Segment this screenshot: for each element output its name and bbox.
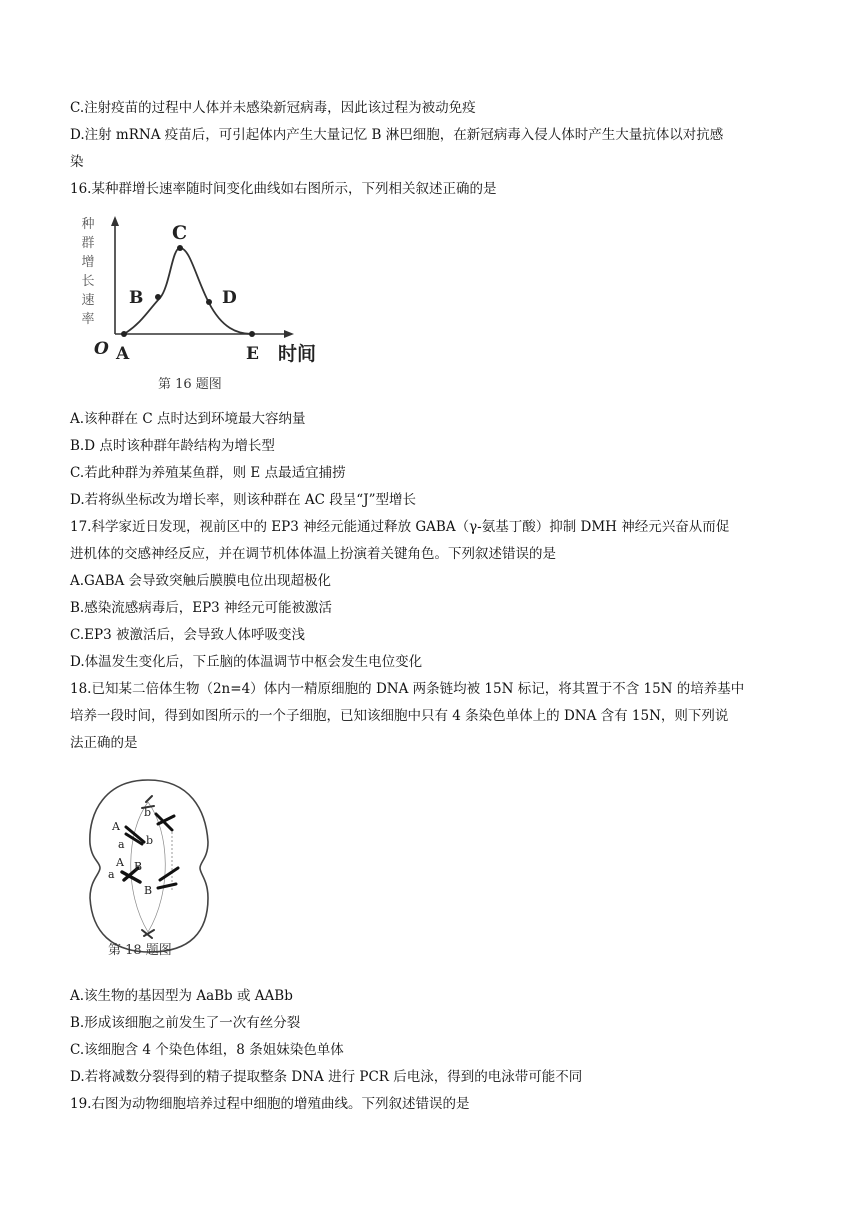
q18-stem-line2: 培养一段时间，得到如图所示的一个子细胞，已知该细胞中只有 4 条染色单体上的 DNA 含有 15N，则下列说 <box>70 708 729 724</box>
q16-option-d: D.若将纵坐标改为增长率，则该种群在 AC 段呈“J”型增长 <box>70 492 417 508</box>
centriole-bottom <box>142 930 154 938</box>
gene-label-1: A <box>112 820 120 833</box>
point-d <box>206 299 212 305</box>
q16-figure <box>72 208 342 398</box>
q17-option-c: C.EP3 被激活后，会导致人体呼吸变浅 <box>70 627 305 643</box>
origin-label: O <box>94 339 109 359</box>
gene-label-6: b <box>144 806 152 819</box>
q19-stem: 19.右图为动物细胞培养过程中细胞的增殖曲线。下列叙述错误的是 <box>70 1096 470 1112</box>
point-a <box>121 331 127 337</box>
q17-option-a: A.GABA 会导致突触后膜膜电位出现超极化 <box>70 573 332 589</box>
label-a: A <box>116 344 130 364</box>
gene-label-3: A <box>116 856 124 869</box>
q17-option-b: B.感染流感病毒后，EP3 神经元可能被激活 <box>70 600 333 616</box>
ylabel-char-1: 种 <box>81 217 95 232</box>
q17-stem-line2: 进机体的交感神经反应，并在调节机体体温上扮演着关键角色。下列叙述错误的是 <box>70 546 556 562</box>
gene-label-5: B <box>134 860 143 873</box>
q18-figure-caption: 第 18 题图 <box>108 943 172 958</box>
chromosome-2 <box>156 814 174 830</box>
gene-label-2: a <box>118 838 125 851</box>
q18-stem-line3: 法正确的是 <box>70 735 138 751</box>
q16-option-c: C.若此种群为养殖某鱼群，则 E 点最适宜捕捞 <box>70 465 346 481</box>
q15-option-d-line2: 染 <box>70 154 84 170</box>
label-d: D <box>222 288 237 308</box>
q18-option-c: C.该细胞含 4 个染色体组，8 条姐妹染色单体 <box>70 1042 344 1058</box>
gene-label-7: B <box>144 884 153 897</box>
ylabel-char-4: 长 <box>81 274 95 289</box>
ylabel-char-5: 速 <box>81 293 95 308</box>
point-b <box>155 294 161 300</box>
q16-stem: 16.某种群增长速率随时间变化曲线如右图所示，下列相关叙述正确的是 <box>70 181 497 197</box>
growth-rate-curve-chart <box>72 208 342 398</box>
q18-figure <box>86 772 236 972</box>
q16-option-a: A.该种群在 C 点时达到环境最大容纳量 <box>70 411 306 427</box>
ylabel-char-2: 群 <box>81 236 95 251</box>
chromosome-4 <box>158 868 178 888</box>
x-axis-label: 时间 <box>278 343 317 365</box>
q18-stem-line1: 18.已知某二倍体生物（2n=4）体内一精原细胞的 DNA 两条链均被 15N 标记，将其置于不含 15N 的培养基中 <box>70 681 745 697</box>
q18-option-a: A.该生物的基因型为 AaBb 或 AABb <box>70 988 293 1004</box>
q15-option-c: C.注射疫苗的过程中人体并未感染新冠病毒，因此该过程为被动免疫 <box>70 100 476 116</box>
y-axis-arrow <box>111 216 119 226</box>
ylabel-char-3: 增 <box>81 255 95 270</box>
x-axis-arrow <box>284 330 294 338</box>
q16-option-b: B.D 点时该种群年龄结构为增长型 <box>70 438 275 454</box>
q17-option-d: D.体温发生变化后，下丘脑的体温调节中枢会发生电位变化 <box>70 654 423 670</box>
q16-figure-caption: 第 16 题图 <box>158 377 222 392</box>
ylabel-char-6: 率 <box>81 312 95 327</box>
label-c: C <box>172 222 188 244</box>
label-b: B <box>129 288 144 308</box>
gene-label-8: b <box>146 834 154 847</box>
q18-option-b: B.形成该细胞之前发生了一次有丝分裂 <box>70 1015 301 1031</box>
q15-option-d-line1: D.注射 mRNA 疫苗后，可引起体内产生大量记忆 B 淋巴细胞，在新冠病毒入侵人体时产生大量抗体以对抗感 <box>70 127 724 143</box>
label-e: E <box>246 344 259 364</box>
q17-stem-line1: 17.科学家近日发现，视前区中的 EP3 神经元能通过释放 GABA（γ-氨基丁酸）抑制 DMH 神经元兴奋从而促 <box>70 519 730 535</box>
point-c <box>177 245 183 251</box>
q18-option-d: D.若将减数分裂得到的精子提取整条 DNA 进行 PCR 后电泳，得到的电泳带可能不同 <box>70 1069 583 1085</box>
cell-division-diagram <box>86 772 236 972</box>
point-e <box>249 331 255 337</box>
gene-label-4: a <box>108 868 115 881</box>
